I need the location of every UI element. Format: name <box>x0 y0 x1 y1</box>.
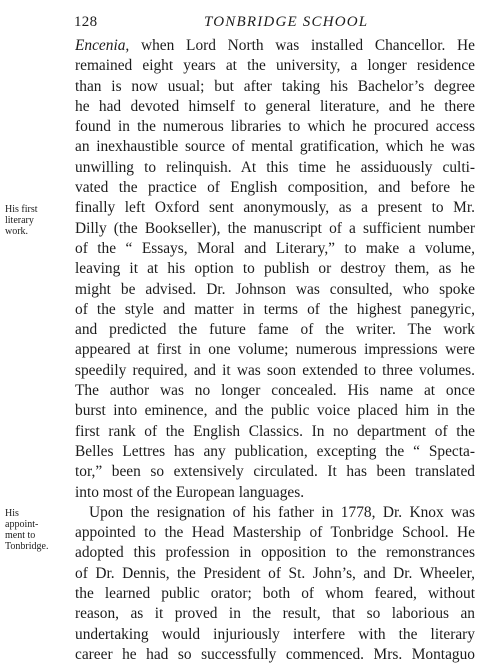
text-line: undertaking would injuriously interfere with the literary <box>75 625 475 643</box>
italic-word: Encenia, <box>75 37 130 54</box>
page-number: 128 <box>74 14 98 30</box>
text-line: Dilly (the Bookseller), the manuscript of a sufficient number <box>75 219 475 237</box>
text-line: the learned public orator; both of whom feared, without <box>75 585 475 603</box>
text-line: Belles Lettres has any publication, excepting the “ Specta- <box>75 442 475 460</box>
sidenote-appointment <box>5 508 48 552</box>
text-line: reason, as it proved in the result, that so laborious an <box>75 605 475 623</box>
text-line: and predicted the future fame of the writer. The work <box>75 321 475 339</box>
text-line: into most of the European languages. <box>75 483 305 501</box>
text-line: career he had so successfully commenced. Mrs. Montaguo <box>75 645 475 663</box>
sidenote-line: His <box>5 508 19 519</box>
text-line: appeared at first in one volume; numerous impressions were <box>75 341 475 359</box>
text-line: burst into eminence, and the public voice placed him in the <box>75 402 475 420</box>
sidenote-line: appoint- <box>5 519 39 530</box>
text-line: speedily required, and it was soon extended to three volumes. <box>75 361 475 379</box>
running-head: TONBRIDGE SCHOOL <box>204 14 369 30</box>
text-line: unwilling to relinquish. At this time he assiduously culti- <box>75 158 475 176</box>
text-line: might be advised. Dr. Johnson was consulted, who spoke <box>75 280 475 298</box>
text-line: finally left Oxford sent anonymously, as a present to Mr. <box>75 199 475 217</box>
text-line: of Dr. Dennis, the President of St. John’s, and Dr. Wheeler, <box>75 564 475 582</box>
text-line-rest: when Lord North was installed Chancellor. He <box>129 37 475 54</box>
text-line: of the style and matter in terms of the highest panegyric, <box>75 300 475 318</box>
text-line <box>75 36 475 56</box>
text-line: leaving it at his option to publish or destroy them, as he <box>75 260 475 278</box>
text-line: tor,” been so extensively circulated. It has been translated <box>75 463 475 481</box>
text-line: he had devoted himself to general literature, and he there <box>75 97 475 115</box>
text-line: remained eight years at the university, a longer residence <box>75 57 475 75</box>
page-header <box>0 14 500 36</box>
text-line: The author was no longer concealed. His name at once <box>75 382 475 400</box>
text-line: vated the practice of English composition, and before he <box>75 179 475 197</box>
sidenote-line: work. <box>5 226 29 237</box>
sidenote-line: His first <box>5 204 38 215</box>
text-line: appointed to the Head Mastership of Tonbridge School. He <box>75 524 475 542</box>
sidenote-line: ment to <box>5 530 36 541</box>
text-line: an inexhaustible source of mental gratification, which he was <box>75 138 475 156</box>
sidenote-literary-work <box>5 204 38 237</box>
text-line: found in the numerous libraries to which he procured access <box>75 118 475 136</box>
text-line: adopted this profession in opposition to the remonstrances <box>75 544 475 562</box>
text-line: Upon the resignation of his father in 1778, Dr. Knox was <box>89 503 475 521</box>
body-text <box>75 36 475 665</box>
sidenote-line: literary <box>5 215 34 226</box>
text-line: first rank of the English Classics. In no department of the <box>75 422 475 440</box>
sidenote-line: Tonbridge. <box>5 541 49 552</box>
text-line: of the “ Essays, Moral and Literary,” to make a volume, <box>75 239 475 257</box>
text-line: than is now usual; but after taking his Bachelor’s degree <box>75 77 475 95</box>
